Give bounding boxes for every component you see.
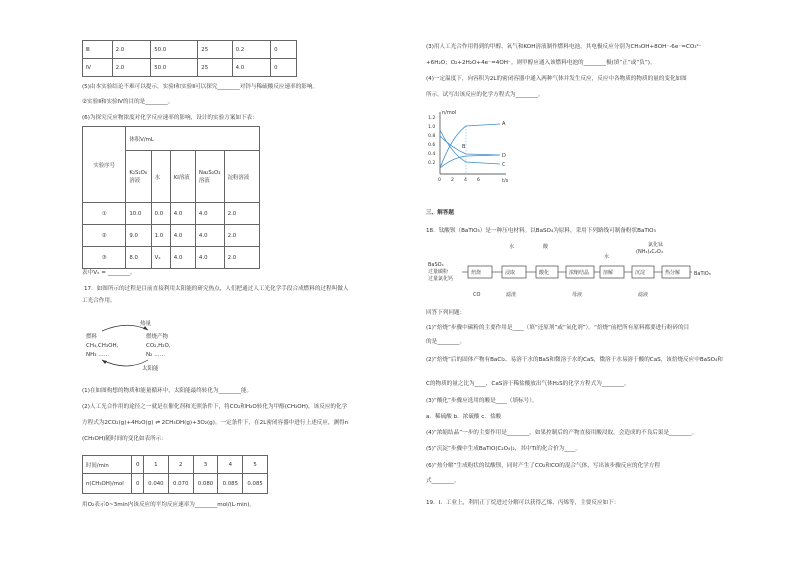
rate-table-top [82,40,297,77]
q17-3-line1: (3)用人工光合作用得到的甲醇、氧气和KOH溶液制作燃料电池，其电极反应分别为CH₃OH+8OH⁻-6e⁻=CO₃²⁻ [426,44,702,50]
q18-4: (4)“浓缩结晶”一步的主要作用是________，如果控制后的产物直接用酸浸取，会造成的不良后果是________。 [426,430,698,436]
q18-2a: (2)“焙烧”后的固体产物有BaCl₂、易溶于水的BaS和微溶于水的CaS，微溶于水易溶于酸的CaS，该焙烧反应中BaSO₄和 [426,357,723,363]
photosynthesis-cycle-diagram [82,318,202,374]
label-b: B [462,144,466,150]
water-1: 水 [509,244,515,250]
label-d: D [502,153,506,159]
time-cell: 0 [132,456,144,474]
table-cell: 50.0 [151,41,198,59]
header-seq: 实验序号 [83,127,126,203]
value-cell: 0.085 [243,474,268,494]
question-17-line2: 工光合作用。 [82,298,116,304]
methanol-table [82,455,268,494]
q18-3: (3)“酸化”步骤应选用的酸是____（填标号）。 [426,398,538,404]
n-label: n(CH₃OH)/mol [83,474,132,494]
table-row [83,59,297,77]
question-16-6: (6)为探究反应物浓度对化学反应速率的影响，设计的实验方案如下表： [82,115,258,121]
value-cell: 0.070 [168,474,193,494]
table-cell: ① [83,203,126,225]
table-cell: 2.0 [112,59,151,77]
heat-label: 热量 [140,321,152,327]
mother-liquor: 母液 [572,292,583,298]
q18-2b: C的物质的量之比为____，CaS溶于稀盐酸放出气体H₂S的化学方程式为________。 [426,381,630,387]
input-baso4: BaSO₄ [428,262,444,268]
flow-step-label: 浓缩结晶 [569,270,590,276]
table-row [83,41,297,59]
table-cell: 2.0 [112,41,151,59]
table-cell: 25 [198,59,232,77]
graph-ylabel: n/mol [442,110,457,116]
table-cell: Ⅳ [83,59,113,77]
q18-3-options: a．稀硫酸 b．浓硫酸 c．盐酸 [426,414,502,420]
input-cacl2: 过量氯化钙 [428,276,454,282]
vx-question: 表中Vₓ = ________。 [82,270,136,276]
n2-label: N₂ …… [146,352,166,358]
value-cell: 0 [132,474,144,494]
flow-step-label: 热分解 [665,270,681,276]
table-cell: ③ [83,247,126,269]
time-cell: 4 [218,456,243,474]
value-cell: 0.080 [193,474,218,494]
x-tick-label: 0 [438,178,441,183]
x-tick-label: 6 [477,178,480,183]
concentration-table [82,126,260,269]
table-cell: 0 [271,41,297,59]
flow-step-label: 沉淀 [635,270,646,276]
q18-6a: (6)“热分解”生成粉状的钛酸钡，同时产生了CO₂和CO的混合气体，写出该步骤反应的化学方程 [426,463,660,469]
answer-prompt: 回答下列问题： [426,310,466,316]
process-flowchart [426,240,726,304]
table-cell: 4.0 [195,203,224,225]
question-17-3: 用O₂表示0~3min内该反应的平均反应速率为________mol/(L·min)。 [82,502,255,508]
question-19: 19．Ⅰ．工业上，利用正丁烷进过分解可以获得乙烯、丙烯等，主要反应如下： [426,500,620,506]
water-2: 水 [604,254,610,260]
table-cell: 9.0 [126,225,151,247]
products-items: CO₂,H₂O, [146,343,171,349]
value-cell: 0.085 [218,474,243,494]
table-cell: 2.0 [224,225,259,247]
flow-step-label: 酸化 [539,270,550,276]
q17-3-line2: +6H₂O；O₂+2H₂O+4e⁻=4OH⁻。则甲醇应通入该燃料电池的________极(填“正”或“负”)。 [426,60,656,66]
q17-4-line2: 所示。试写出该反应的化学方程式为________。 [426,92,544,98]
fuel-items: CH₄,CH₃OH, [86,343,119,349]
reagent-ticl4: 氯化钛 [648,242,664,248]
table-cell: 0.0 [151,203,170,225]
table-cell: Ⅲ [83,41,113,59]
sun-label: 太阳能 [142,366,159,372]
y-tick-label: 1.2 [428,116,436,121]
table-cell: ② [83,225,126,247]
filtrate-label: 滤液 [638,292,649,298]
y-tick-label: 0.4 [428,152,436,157]
flow-step-label: 焙烧 [471,270,482,276]
section-3-heading: 三、解答题 [426,210,454,216]
table-cell: 1.0 [151,225,170,247]
flow-step-label: 浸取 [505,270,516,276]
q18-5: (5)“沉淀”步骤中生成BaTiO(C₂O₄)₂，其中Ti的化合价为____。 [426,446,582,452]
flow-step-label: 溶解 [603,270,614,276]
col-water: 水 [151,151,170,203]
input-carbon: 过量碳粉 [428,269,449,275]
q17-4-line1: (4)一定温度下，向容积为2L的密闭容器中通入两种气体并发生反应，反应中各物质的物质的量的变化如图 [426,76,687,82]
q18-6b: 式________。 [426,478,460,484]
time-cell: 3 [193,456,218,474]
question-16-5b: ②实验Ⅱ和实验Ⅳ的目的是________。 [82,99,174,105]
question-17-line1: 17．如图所示的过程是目前直接利用太阳能的研究热点，人们把通过人工光化学手段合成燃料的过程叫做人 [84,286,349,292]
table-cell: 4.0 [170,203,195,225]
fuel-label: 燃料 [86,334,98,340]
table-cell: Vₓ [151,247,170,269]
table-cell: 0.2 [232,41,271,59]
residue-label: 滤渣 [506,292,517,298]
header-volume: 体积V/mL [126,127,260,151]
label-a: A [502,121,506,127]
table-cell: 4.0 [195,247,224,269]
x-tick-label: 4 [464,178,467,183]
table-row [83,203,260,225]
graph-xlabel: t/s [502,178,509,184]
question-16-5: (5)由本实验结论不难可以提示，实验Ⅰ和实验Ⅱ可以探究________对锌与稀硫酸反应速率的影响。 [82,84,319,90]
col-k2s2o8: K₂S₂O₈溶液 [126,151,151,203]
question-17-1: (1)在如图构想的物质和能量循环中，太阳能最终转化为________能。 [82,388,253,394]
table-cell: 4.0 [195,225,224,247]
question-18: 18．钛酸钡（BaTiO₃）是一种压电材料。以BaSO₄为原料，采用下列路线可制备粉状BaTiO₃ [426,228,656,234]
question-17-2b: 方程式为2CO₂(g)+4H₂O(g) ⇌ 2CH₃OH(g)+3O₂(g)。一定条件下，在2L密闭容器中进行上述反应，测得n [82,420,349,426]
table-cell: 50.0 [151,59,198,77]
col-starch: 淀粉溶液 [224,151,259,203]
time-cell: 1 [144,456,169,474]
x-tick-label: 2 [451,178,454,183]
time-cell: 2 [168,456,193,474]
y-tick-label: 0.8 [428,134,436,139]
products-label: 燃烧产物 [146,334,169,340]
amount-time-graph [426,106,516,186]
table-cell: 0 [271,59,297,77]
value-cell: 0.040 [144,474,169,494]
label-c: C [502,162,506,168]
y-tick-label: 1.0 [428,125,436,130]
curve-d [440,155,500,168]
table-cell: 8.0 [126,247,151,269]
acid-label: 酸 [543,244,549,250]
y-tick-label: 0.6 [428,143,436,148]
question-17-2c: (CH₃OH)随时间的变化如表所示： [82,436,167,442]
co-byproduct: CO [473,292,481,298]
y-tick-label: 0.2 [428,161,436,166]
table-row [83,225,260,247]
reagent-oxalate: (NH₄)₂C₂O₄ [636,249,663,255]
table-cell: 4.0 [170,225,195,247]
table-cell: 4.0 [170,247,195,269]
table-cell: 10.0 [126,203,151,225]
table-row [83,247,260,269]
table-cell: 4.0 [232,59,271,77]
nh3-label: NH₃ …… [86,352,110,358]
time-cell: 5 [243,456,268,474]
table-cell: 2.0 [224,203,259,225]
table-cell: 25 [198,41,232,59]
table-cell: 2.0 [224,247,259,269]
question-17-2a: (2)人工光合作用的途径之一就是在催化剂和光照条件下，将CO₂和H₂O转化为甲醇(CH₃OH)，该反应的化学 [82,404,348,410]
col-ki: KI溶液 [170,151,195,203]
output-batio3: BaTiO₃ [694,271,711,277]
q18-1a: (1)“焙烧”步骤中碳粉的主要作用是____（填“还原剂”或“氧化剂”）。“焙烧”前把所有原料都要进行粉碎的目 [426,325,690,331]
col-na2s2o3: Na₂S₂O₃溶液 [195,151,224,203]
time-label: 时间/min [83,456,132,474]
q18-1b: 的是________。 [426,339,466,345]
